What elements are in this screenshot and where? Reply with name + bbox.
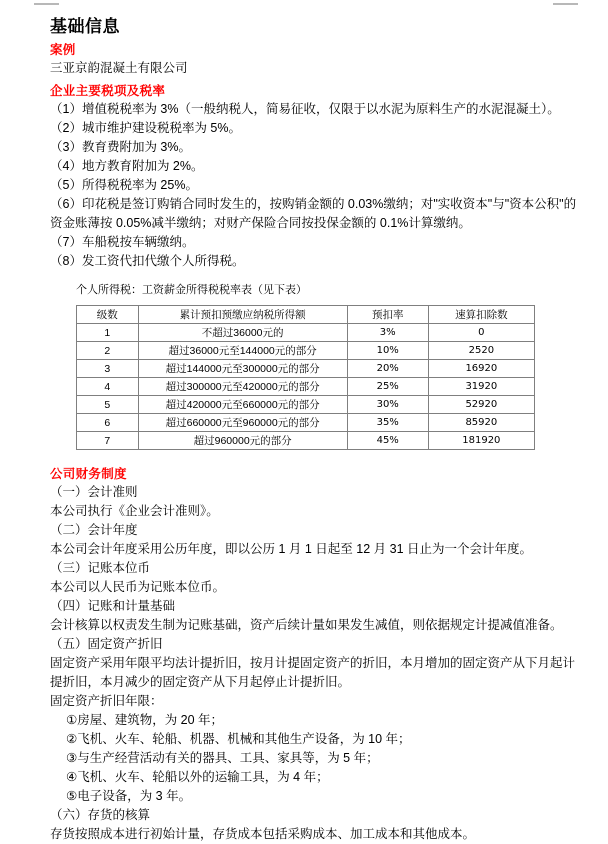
table-row bbox=[77, 342, 535, 360]
policy-1-title: （一）会计准则 bbox=[50, 485, 138, 499]
cell-bracket: 超过660000元至960000元的部分 bbox=[138, 414, 347, 432]
depreciation-years-label: 固定资产折旧年限： bbox=[50, 694, 163, 708]
cell-level: 2 bbox=[77, 342, 139, 360]
table-row bbox=[77, 378, 535, 396]
tax-item-3: （3）教育费附加为 3%。 bbox=[50, 140, 191, 154]
policy-6-body: 存货按照成本进行初始计量，存货成本包括采购成本、加工成本和其他成本。 bbox=[50, 827, 476, 841]
policy-3-body: 本公司以人民币为记账本位币。 bbox=[50, 580, 226, 594]
depreciation-item-3: ③与生产经营活动有关的器具、工具、家具等，为 5 年； bbox=[66, 751, 379, 765]
cell-bracket: 超过36000元至144000元的部分 bbox=[138, 342, 347, 360]
table-row bbox=[77, 324, 535, 342]
policy-2-title: （二）会计年度 bbox=[50, 523, 138, 537]
tax-item-8: （8）发工资代扣代缴个人所得税。 bbox=[50, 254, 245, 268]
cell-level: 4 bbox=[77, 378, 139, 396]
cell-deduction: 31920 bbox=[428, 378, 534, 396]
tax-item-5: （5）所得税税率为 25%。 bbox=[50, 178, 198, 192]
tax-item-4: （4）地方教育附加为 2%。 bbox=[50, 159, 204, 173]
cell-bracket: 超过960000元的部分 bbox=[138, 432, 347, 450]
tax-item-1: （1）增值税税率为 3%（一般纳税人，简易征收，仅限于以水泥为原料生产的水泥混凝土）。 bbox=[50, 102, 560, 116]
policy-4-title: （四）记账和计量基础 bbox=[50, 599, 176, 613]
cell-level: 6 bbox=[77, 414, 139, 432]
rate-table-caption: 个人所得税：工资薪金所得税税率表（见下表） bbox=[76, 284, 307, 296]
depreciation-item-2: ②飞机、火车、轮船、机器、机械和其他生产设备，为 10 年； bbox=[66, 732, 411, 746]
tax-item-6: （6）印花税是签订购销合同时发生的，按购销金额的 0.03%缴纳；对"实收资本"与"资本公积"的资金账薄按 0.05%减半缴纳；对财产保险合同按投保金额的 0.1%计算缴纳。 bbox=[50, 197, 577, 230]
policy-2-body: 本公司会计年度采用公历年度，即以公历 1 月 1 日起至 12 月 31 日止为一个会计年度。 bbox=[50, 542, 532, 556]
policy-4-body: 会计核算以权责发生制为记账基础，资产后续计量如果发生减值，则依据规定计提减值准备。 bbox=[50, 618, 563, 632]
depreciation-item-5: ⑤电子设备，为 3 年。 bbox=[66, 789, 192, 803]
tax-item-7: （7）车船税按车辆缴纳。 bbox=[50, 235, 195, 249]
cell-level: 3 bbox=[77, 360, 139, 378]
table-row bbox=[77, 360, 535, 378]
cell-bracket: 超过300000元至420000元的部分 bbox=[138, 378, 347, 396]
personal-income-tax-rate-table bbox=[76, 305, 535, 450]
cell-rate: 20% bbox=[347, 360, 428, 378]
cell-deduction: 16920 bbox=[428, 360, 534, 378]
depreciation-item-1: ①房屋、建筑物，为 20 年； bbox=[66, 713, 224, 727]
heading-finance-policy: 公司财务制度 bbox=[50, 467, 127, 481]
cell-bracket: 超过144000元至300000元的部分 bbox=[138, 360, 347, 378]
cell-bracket: 不超过36000元的 bbox=[138, 324, 347, 342]
tax-item-2: （2）城市维护建设税税率为 5%。 bbox=[50, 121, 241, 135]
cell-rate: 30% bbox=[347, 396, 428, 414]
table-row bbox=[77, 414, 535, 432]
cell-bracket: 超过420000元至660000元的部分 bbox=[138, 396, 347, 414]
policy-1-body: 本公司执行《企业会计准则》。 bbox=[50, 504, 219, 518]
cell-deduction: 2520 bbox=[428, 342, 534, 360]
cell-level: 5 bbox=[77, 396, 139, 414]
cell-rate: 25% bbox=[347, 378, 428, 396]
policy-5-body: 固定资产采用年限平均法计提折旧，按月计提固定资产的折旧，本月增加的固定资产从下月起计提折旧，本月减少的固定资产从下月起停止计提折旧。 bbox=[50, 656, 576, 689]
col-header-level: 级数 bbox=[77, 306, 139, 324]
table-header-row bbox=[77, 306, 535, 324]
policy-6-title: （六）存货的核算 bbox=[50, 808, 151, 822]
cell-rate: 10% bbox=[347, 342, 428, 360]
page-title: 基础信息 bbox=[50, 17, 120, 36]
cell-rate: 3% bbox=[347, 324, 428, 342]
cell-rate: 35% bbox=[347, 414, 428, 432]
heading-tax-items: 企业主要税项及税率 bbox=[50, 84, 166, 98]
depreciation-item-4: ④飞机、火车、轮船以外的运输工具，为 4 年； bbox=[66, 770, 329, 784]
case-company-name: 三亚京韵混凝土有限公司 bbox=[50, 61, 188, 75]
cell-deduction: 85920 bbox=[428, 414, 534, 432]
rate-table-container bbox=[0, 303, 608, 450]
cell-deduction: 0 bbox=[428, 324, 534, 342]
col-header-rate: 预扣率 bbox=[347, 306, 428, 324]
cell-deduction: 52920 bbox=[428, 396, 534, 414]
policy-5-title: （五）固定资产折旧 bbox=[50, 637, 163, 651]
table-row bbox=[77, 396, 535, 414]
cell-rate: 45% bbox=[347, 432, 428, 450]
cell-deduction: 181920 bbox=[428, 432, 534, 450]
table-row bbox=[77, 432, 535, 450]
cell-level: 7 bbox=[77, 432, 139, 450]
col-header-bracket: 累计预扣预缴应纳税所得额 bbox=[138, 306, 347, 324]
cell-level: 1 bbox=[77, 324, 139, 342]
policy-3-title: （三）记账本位币 bbox=[50, 561, 151, 575]
col-header-deduction: 速算扣除数 bbox=[428, 306, 534, 324]
heading-case: 案例 bbox=[50, 43, 76, 57]
